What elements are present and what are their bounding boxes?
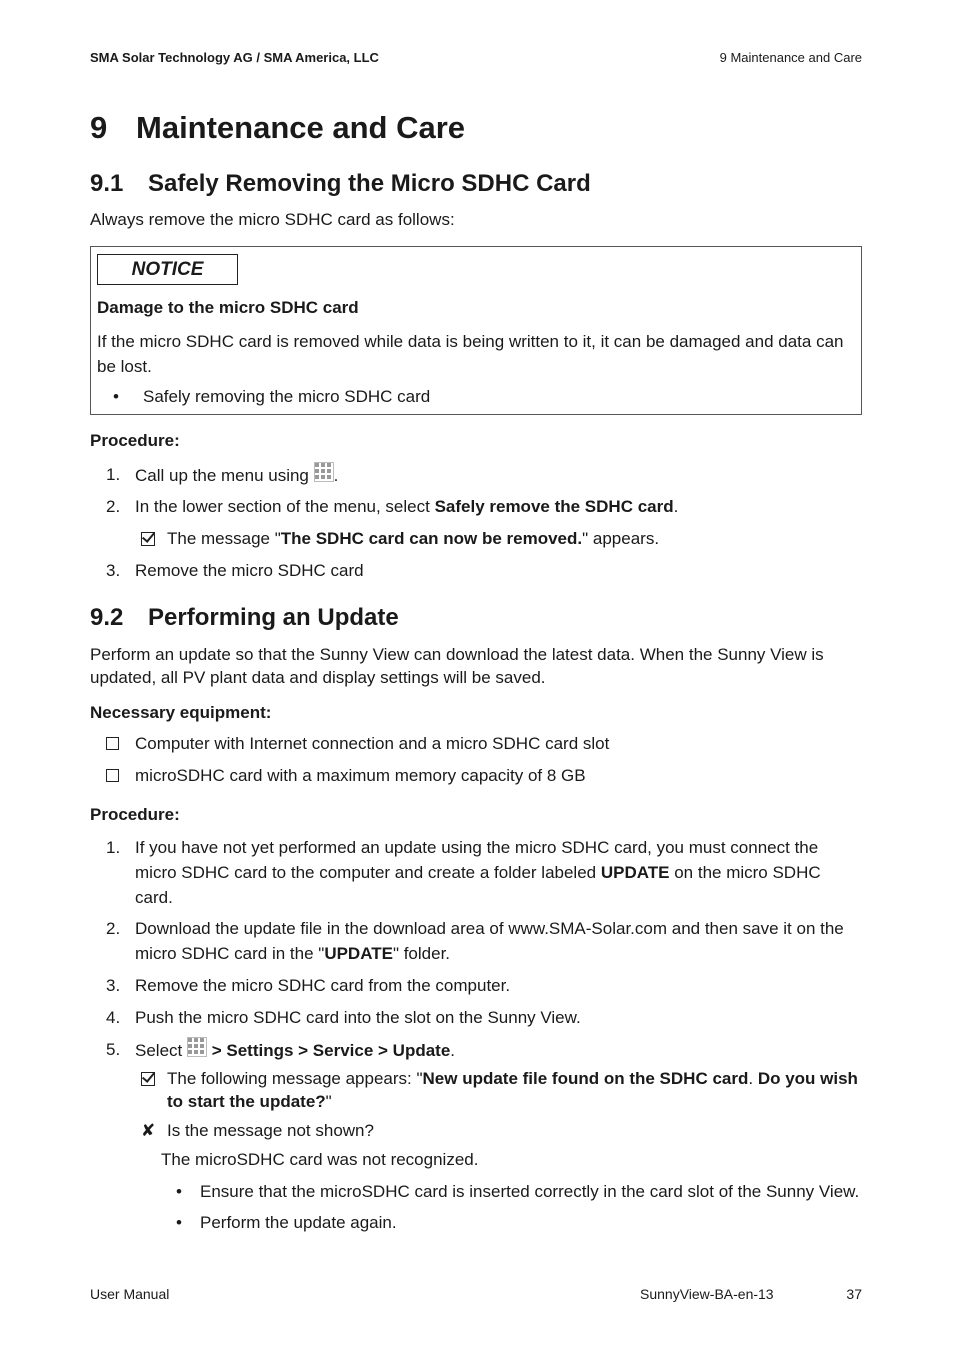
step-text-b: . [673,497,679,516]
step-text-a: Call up the menu using [135,466,314,485]
equipment-item [106,766,586,786]
step-text-b: . [333,466,339,485]
step-text-bold: UPDATE [600,863,670,882]
section-title-9-1 [90,170,591,198]
equipment-item [106,734,610,754]
error-bullet: • Perform the update again. [176,1213,397,1232]
notice-bullet-text: Safely removing the micro SDHC card [143,387,431,406]
step-text-b: " folder. [392,944,451,963]
step-text: Push the micro SDHC card into the slot on the Sunny View. [135,1008,581,1027]
step-number: 5. [106,1040,121,1059]
chapter-title [90,110,465,146]
result-text-bold-2: Do you wish to start the update? [167,1069,858,1111]
step-text-bold: Safely remove the SDHC card [434,497,674,516]
step-text-a: Download the update file in the download area of www.SMA-Solar.com and then save it on the micro SDHC card in the " [135,919,844,963]
header-chapter: 9 Maintenance and Care [719,50,862,65]
error-bullet: • Ensure that the microSDHC card is inserted correctly in the card slot of the Sunny View. [176,1182,860,1201]
section-title-text: Performing an Update [148,604,399,631]
equipment-text: Computer with Internet connection and a micro SDHC card slot [135,734,610,753]
step-number: 1. [106,838,121,857]
menu-icon [314,462,334,482]
result-text-bold: The SDHC card can now be removed. [280,529,583,548]
section-number: 9.1 [90,170,124,197]
result-text-b: " appears. [582,529,660,548]
page-number: 37 [846,1286,862,1302]
result-text-a: The following message appears: " [167,1069,423,1088]
check-icon [141,532,155,546]
notice-box [90,246,862,415]
step-number: 2. [106,919,121,938]
notice-tag: NOTICE [97,254,238,285]
step-text [135,916,862,966]
step-text [135,835,862,910]
section-title-text: Safely Removing the Micro SDHC Card [148,170,591,197]
footer-doc-id: SunnyView-BA-en-13 [640,1286,774,1302]
step-text-a: If you have not yet performed an update using the micro SDHC card, you must connect the micro SDHC card to the computer and create a folder labeled [135,838,819,882]
result-text-bold-1: New update file found on the SDHC card [422,1069,749,1088]
error-bullet-text: Ensure that the microSDHC card is inserted correctly in the card slot of the Sunny View. [200,1182,860,1201]
step-text [135,1037,862,1063]
chapter-title-text: Maintenance and Care [136,110,466,145]
step-number: 3. [106,561,121,580]
procedure-label: Procedure: [90,431,180,450]
step-number: 1. [106,465,121,484]
step-text: Remove the micro SDHC card [135,561,364,580]
equipment-text: microSDHC card with a maximum memory capacity of 8 GB [135,766,586,785]
result-text-b: " [325,1092,332,1111]
result-text-a: The message " [167,529,281,548]
checkbox-icon [106,769,119,782]
step-text-b: . [450,1041,456,1060]
section-title-9-2 [90,604,399,632]
section-number: 9.2 [90,604,124,631]
equipment-label: Necessary equipment: [90,703,272,722]
step-text-a: Select [135,1041,187,1060]
menu-icon [187,1037,207,1057]
error-bullet-text: Perform the update again. [200,1213,397,1232]
procedure-label: Procedure: [90,805,180,824]
chapter-number: 9 [90,110,108,145]
section-intro: Always remove the micro SDHC card as follows: [90,210,455,229]
step-text-a: In the lower section of the menu, select [135,497,435,516]
notice-title: Damage to the micro SDHC card [97,298,359,317]
header-company: SMA Solar Technology AG / SMA America, LLC [90,50,379,65]
footer-doc-type: User Manual [90,1286,170,1302]
check-icon [141,1072,155,1086]
notice-text: If the micro SDHC card is removed while data is being written to it, it can be damaged and data can be lost. [97,332,844,376]
error-question-text: Is the message not shown? [167,1121,374,1140]
step-number: 2. [106,497,121,516]
step-number: 4. [106,1008,121,1027]
step-text [135,494,862,519]
cross-icon: ✘ [141,1121,156,1140]
error-cause: The microSDHC card was not recognized. [161,1150,479,1169]
checkbox-icon [106,737,119,750]
step-text-b: on the micro SDHC card. [135,863,821,907]
section-intro: Perform an update so that the Sunny View can download the latest data. When the Sunny View is updated, all PV plant data and display settings will be saved. [90,645,824,687]
step-text: Remove the micro SDHC card from the computer. [135,976,511,995]
result-text-mid: . [748,1069,758,1088]
step-text-bold: UPDATE [324,944,393,963]
notice-bullet: • Safely removing the micro SDHC card [113,387,431,406]
step-number: 3. [106,976,121,995]
step-text [135,462,862,488]
step-text-bold: > Settings > Service > Update [206,1041,451,1060]
